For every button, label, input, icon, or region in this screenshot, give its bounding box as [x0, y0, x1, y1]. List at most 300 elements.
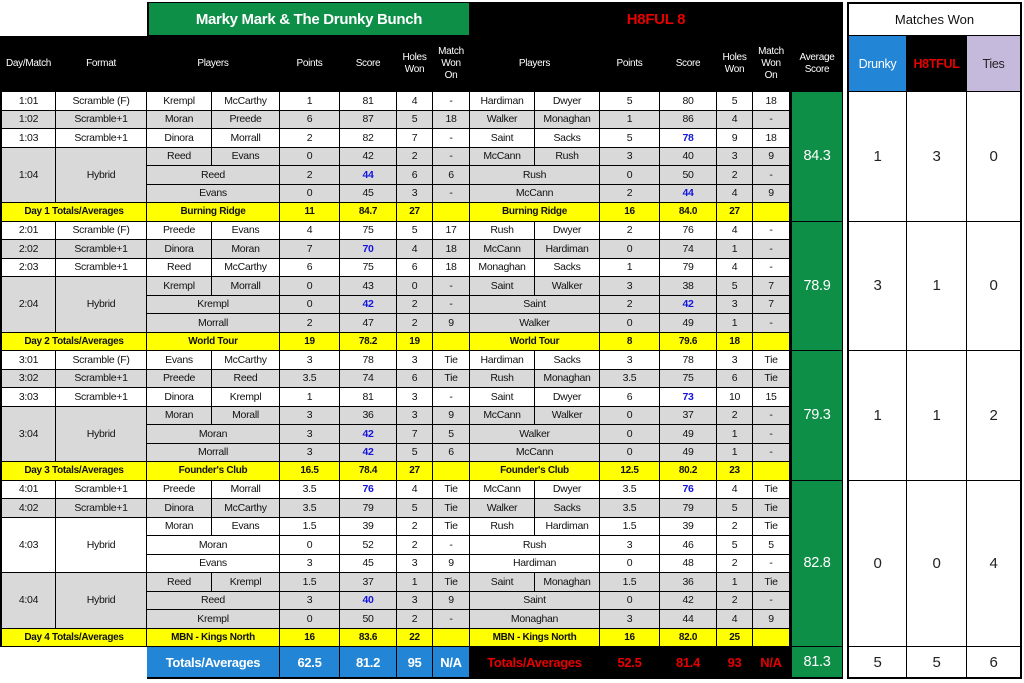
holes-won-cell: 1 [717, 573, 753, 592]
day-total-score-left: 83.6 [340, 629, 397, 648]
format-cell: Scramble+1 [56, 370, 147, 389]
score-cell: 81 [340, 388, 397, 407]
won-on-cell: - [753, 592, 790, 611]
grand-points-h8tful: 52.5 [600, 647, 660, 679]
day-total-score-right: 84.0 [660, 203, 717, 222]
won-on-cell: - [753, 111, 790, 130]
matches-won-h8tful-count: 3 [907, 92, 967, 222]
player-cell: Reed [147, 573, 212, 592]
match-id-cell: 3:01 [0, 351, 56, 370]
match-id-cell: 2:03 [0, 259, 56, 278]
day-total-points-left: 16 [280, 629, 340, 648]
score-cell: 39 [340, 518, 397, 537]
holes-won-cell: 5 [397, 499, 433, 518]
holes-won-cell: 2 [717, 166, 753, 185]
col-header-match-won-on-left: Match Won On [433, 36, 470, 92]
score-cell: 39 [660, 518, 717, 537]
holes-won-cell: 3 [397, 351, 433, 370]
points-cell: 3 [600, 277, 660, 296]
day-average-score: 84.3 [790, 92, 843, 222]
holes-won-cell: 6 [397, 166, 433, 185]
matches-won-h8tful-count: 1 [907, 351, 967, 481]
player-cell: McCann [470, 148, 535, 167]
player-cell: Saint [470, 277, 535, 296]
points-cell: 0 [280, 296, 340, 315]
won-on-cell: - [753, 444, 790, 463]
player-cell: McCarthy [212, 92, 280, 111]
points-cell: 2 [600, 185, 660, 204]
holes-won-cell: 0 [397, 277, 433, 296]
won-on-cell: - [433, 129, 470, 148]
player-cell: Saint [470, 388, 535, 407]
score-cell: 86 [660, 111, 717, 130]
col-header-score-left: Score [340, 36, 397, 92]
day-total-points-left: 19 [280, 333, 340, 352]
points-cell: 3 [280, 555, 340, 574]
match-id-cell: 4:03 [0, 518, 56, 574]
player-cell: McCann [470, 481, 535, 500]
player-pair-cell: Krempl [147, 610, 280, 629]
day-total-score-right: 79.6 [660, 333, 717, 352]
won-on-cell: 6 [433, 444, 470, 463]
player-cell: Evans [147, 351, 212, 370]
matches-won-h8tful-count: 1 [907, 222, 967, 352]
day-total-score-left: 84.7 [340, 203, 397, 222]
format-cell: Hybrid [56, 277, 147, 333]
score-cell: 40 [660, 148, 717, 167]
won-on-cell: 9 [433, 314, 470, 333]
player-pair-cell: Reed [147, 166, 280, 185]
points-cell: 0 [280, 277, 340, 296]
match-id-cell: 4:01 [0, 481, 56, 500]
player-cell: Rush [470, 370, 535, 389]
won-on-cell: Tie [753, 481, 790, 500]
won-on-cell: - [433, 148, 470, 167]
col-header-average-score: Average Score [790, 36, 843, 92]
score-cell: 74 [660, 240, 717, 259]
day-total-holes-left: 27 [397, 462, 433, 481]
format-cell: Scramble+1 [56, 481, 147, 500]
holes-won-cell: 2 [717, 592, 753, 611]
score-cell: 74 [340, 370, 397, 389]
points-cell: 0 [280, 536, 340, 555]
format-cell: Hybrid [56, 573, 147, 629]
day-total-score-left: 78.4 [340, 462, 397, 481]
player-cell: Evans [212, 222, 280, 241]
holes-won-cell: 1 [717, 314, 753, 333]
score-cell: 76 [660, 222, 717, 241]
holes-won-cell: 3 [397, 407, 433, 426]
won-on-cell: 5 [433, 425, 470, 444]
score-cell: 50 [660, 166, 717, 185]
day-average-score: 79.3 [790, 351, 843, 481]
day-totals-label: Day 2 Totals/Averages [0, 333, 147, 352]
holes-won-cell: 3 [397, 388, 433, 407]
player-cell: Moran [212, 240, 280, 259]
score-cell: 42 [340, 444, 397, 463]
points-cell: 3.5 [280, 370, 340, 389]
day-total-blank-right [753, 629, 790, 648]
grand-matches-won-ties: 6 [967, 647, 1022, 679]
won-on-cell: Tie [433, 370, 470, 389]
won-on-cell: - [433, 92, 470, 111]
won-on-cell: 9 [433, 592, 470, 611]
score-cell: 52 [340, 536, 397, 555]
points-cell: 6 [280, 111, 340, 130]
player-cell: Moran [147, 111, 212, 130]
matches-won-title: Matches Won [847, 2, 1022, 36]
player-cell: McCann [470, 407, 535, 426]
points-cell: 1 [280, 388, 340, 407]
player-cell: Walker [535, 407, 600, 426]
points-cell: 3 [600, 148, 660, 167]
match-id-cell: 1:04 [0, 148, 56, 204]
grand-won-on-h8tful: N/A [753, 647, 790, 679]
won-on-cell: - [433, 185, 470, 204]
matches-won-ties-count: 0 [967, 92, 1022, 222]
grand-points-drunky: 62.5 [280, 647, 340, 679]
won-on-cell: - [433, 610, 470, 629]
col-header-points-right: Points [600, 36, 660, 92]
col-header-score-right: Score [660, 36, 717, 92]
player-cell: Hardiman [470, 351, 535, 370]
format-cell: Scramble+1 [56, 111, 147, 130]
points-cell: 0 [600, 592, 660, 611]
course-name-cell: Founder's Club [147, 462, 280, 481]
holes-won-cell: 3 [397, 592, 433, 611]
holes-won-cell: 2 [397, 148, 433, 167]
course-name-cell: Burning Ridge [470, 203, 600, 222]
won-on-cell: Tie [753, 518, 790, 537]
col-header-players-right: Players [470, 36, 600, 92]
score-cell: 82 [340, 129, 397, 148]
course-name-cell: World Tour [470, 333, 600, 352]
grand-totals-label-h8tful: Totals/Averages [470, 647, 600, 679]
points-cell: 2 [600, 222, 660, 241]
player-cell: Sacks [535, 259, 600, 278]
points-cell: 3 [600, 610, 660, 629]
holes-won-cell: 5 [397, 222, 433, 241]
won-on-cell: 18 [433, 240, 470, 259]
golf-scorecard-grid [0, 2, 1022, 679]
col-header-points-left: Points [280, 36, 340, 92]
won-on-cell: 9 [753, 610, 790, 629]
day-total-holes-right: 23 [717, 462, 753, 481]
holes-won-cell: 5 [397, 444, 433, 463]
format-cell: Scramble+1 [56, 388, 147, 407]
day-total-points-left: 16.5 [280, 462, 340, 481]
player-cell: McCarthy [212, 351, 280, 370]
score-cell: 79 [660, 499, 717, 518]
course-name-cell: World Tour [147, 333, 280, 352]
col-header-drunky: Drunky [847, 36, 907, 92]
score-cell: 42 [660, 592, 717, 611]
holes-won-cell: 2 [397, 314, 433, 333]
holes-won-cell: 5 [717, 92, 753, 111]
holes-won-cell: 2 [397, 296, 433, 315]
won-on-cell: 6 [433, 166, 470, 185]
won-on-cell: 18 [753, 92, 790, 111]
score-cell: 50 [340, 610, 397, 629]
matches-won-drunky-count: 1 [847, 351, 907, 481]
won-on-cell: - [753, 314, 790, 333]
player-cell: Sacks [535, 499, 600, 518]
points-cell: 2 [280, 166, 340, 185]
player-cell: Morrall [212, 481, 280, 500]
won-on-cell: - [753, 555, 790, 574]
score-cell: 42 [340, 148, 397, 167]
won-on-cell: 9 [433, 555, 470, 574]
player-cell: Dwyer [535, 481, 600, 500]
points-cell: 3 [280, 407, 340, 426]
won-on-cell: Tie [753, 499, 790, 518]
format-cell: Scramble+1 [56, 129, 147, 148]
holes-won-cell: 3 [717, 148, 753, 167]
points-cell: 0 [600, 166, 660, 185]
player-cell: Krempl [147, 277, 212, 296]
player-pair-cell: Evans [147, 185, 280, 204]
player-pair-cell: Monaghan [470, 610, 600, 629]
score-cell: 87 [340, 111, 397, 130]
player-cell: Dwyer [535, 388, 600, 407]
score-cell: 44 [660, 610, 717, 629]
player-cell: Morrall [212, 277, 280, 296]
holes-won-cell: 2 [717, 555, 753, 574]
points-cell: 2 [600, 296, 660, 315]
points-cell: 1 [280, 92, 340, 111]
won-on-cell: 9 [753, 185, 790, 204]
points-cell: 3.5 [600, 370, 660, 389]
player-cell: Morall [212, 407, 280, 426]
points-cell: 1 [600, 111, 660, 130]
holes-won-cell: 3 [717, 351, 753, 370]
won-on-cell: - [433, 536, 470, 555]
won-on-cell: - [753, 166, 790, 185]
points-cell: 2 [280, 129, 340, 148]
day-totals-label: Day 3 Totals/Averages [0, 462, 147, 481]
matches-won-drunky-count: 0 [847, 481, 907, 648]
holes-won-cell: 4 [397, 481, 433, 500]
col-header-holes-won-right: Holes Won [717, 36, 753, 92]
score-cell: 36 [340, 407, 397, 426]
grand-totals-label-drunky: Totals/Averages [147, 647, 280, 679]
score-cell: 75 [340, 222, 397, 241]
day-total-holes-right: 18 [717, 333, 753, 352]
holes-won-cell: 1 [717, 240, 753, 259]
col-header-players-left: Players [147, 36, 280, 92]
points-cell: 6 [600, 388, 660, 407]
points-cell: 3 [280, 592, 340, 611]
holes-won-cell: 1 [397, 573, 433, 592]
player-cell: Sacks [535, 351, 600, 370]
format-cell: Hybrid [56, 518, 147, 574]
score-cell: 49 [660, 314, 717, 333]
player-cell: Dwyer [535, 92, 600, 111]
day-total-holes-right: 27 [717, 203, 753, 222]
holes-won-cell: 5 [717, 277, 753, 296]
won-on-cell: Tie [753, 573, 790, 592]
score-cell: 73 [660, 388, 717, 407]
holes-won-cell: 3 [397, 185, 433, 204]
score-cell: 78 [660, 129, 717, 148]
day-total-blank-left [433, 462, 470, 481]
won-on-cell: Tie [433, 499, 470, 518]
top-left-spacer [0, 2, 147, 36]
day-average-score: 82.8 [790, 481, 843, 648]
format-cell: Scramble (F) [56, 92, 147, 111]
won-on-cell: 9 [433, 407, 470, 426]
day-total-points-right: 8 [600, 333, 660, 352]
holes-won-cell: 5 [717, 499, 753, 518]
day-total-score-right: 82.0 [660, 629, 717, 648]
score-cell: 36 [660, 573, 717, 592]
match-id-cell: 2:01 [0, 222, 56, 241]
holes-won-cell: 4 [717, 185, 753, 204]
points-cell: 3.5 [600, 481, 660, 500]
day-total-blank-right [753, 333, 790, 352]
holes-won-cell: 4 [717, 610, 753, 629]
day-total-points-left: 11 [280, 203, 340, 222]
course-name-cell: MBN - Kings North [147, 629, 280, 648]
score-cell: 49 [660, 425, 717, 444]
points-cell: 3.5 [280, 499, 340, 518]
day-total-score-right: 80.2 [660, 462, 717, 481]
day-total-score-left: 78.2 [340, 333, 397, 352]
player-cell: Rush [470, 518, 535, 537]
player-cell: Monaghan [470, 259, 535, 278]
player-cell: Preede [147, 222, 212, 241]
points-cell: 1.5 [280, 518, 340, 537]
holes-won-cell: 4 [717, 222, 753, 241]
match-id-cell: 1:01 [0, 92, 56, 111]
grand-holes-h8tful: 93 [717, 647, 753, 679]
holes-won-cell: 4 [397, 240, 433, 259]
holes-won-cell: 9 [717, 129, 753, 148]
player-cell: Monaghan [535, 111, 600, 130]
day-average-score: 78.9 [790, 222, 843, 352]
player-cell: Reed [212, 370, 280, 389]
grand-matches-won-drunky: 5 [847, 647, 907, 679]
won-on-cell: Tie [433, 518, 470, 537]
score-cell: 46 [660, 536, 717, 555]
player-cell: Moran [147, 407, 212, 426]
won-on-cell: - [753, 425, 790, 444]
grand-holes-drunky: 95 [397, 647, 433, 679]
points-cell: 3 [280, 444, 340, 463]
format-cell: Scramble (F) [56, 351, 147, 370]
points-cell: 5 [600, 92, 660, 111]
player-pair-cell: Walker [470, 425, 600, 444]
points-cell: 0 [280, 148, 340, 167]
format-cell: Scramble+1 [56, 259, 147, 278]
matches-won-h8tful-count: 0 [907, 481, 967, 648]
player-cell: McCarthy [212, 499, 280, 518]
team-banner-h8ful-8: H8FUL 8 [470, 2, 843, 36]
points-cell: 3 [280, 351, 340, 370]
score-cell: 76 [660, 481, 717, 500]
score-cell: 80 [660, 92, 717, 111]
points-cell: 3 [600, 536, 660, 555]
player-pair-cell: Moran [147, 536, 280, 555]
holes-won-cell: 4 [397, 92, 433, 111]
format-cell: Scramble (F) [56, 222, 147, 241]
holes-won-cell: 4 [717, 259, 753, 278]
day-totals-label: Day 4 Totals/Averages [0, 629, 147, 648]
won-on-cell: 18 [433, 259, 470, 278]
points-cell: 3.5 [600, 499, 660, 518]
won-on-cell: Tie [433, 351, 470, 370]
holes-won-cell: 1 [717, 425, 753, 444]
player-cell: Evans [212, 148, 280, 167]
points-cell: 6 [280, 259, 340, 278]
points-cell: 1.5 [600, 518, 660, 537]
day-total-blank-left [433, 629, 470, 648]
matches-won-drunky-count: 3 [847, 222, 907, 352]
col-header-h8tful: H8TFUL [907, 36, 967, 92]
player-cell: Monaghan [535, 573, 600, 592]
day-total-points-right: 12.5 [600, 462, 660, 481]
points-cell: 0 [280, 185, 340, 204]
col-header-format: Format [56, 36, 147, 92]
score-cell: 37 [340, 573, 397, 592]
col-header-match-won-on-right: Match Won On [753, 36, 790, 92]
match-id-cell: 4:04 [0, 573, 56, 629]
format-cell: Scramble+1 [56, 240, 147, 259]
score-cell: 44 [660, 185, 717, 204]
day-total-blank-left [433, 333, 470, 352]
day-total-blank-right [753, 462, 790, 481]
match-id-cell: 1:03 [0, 129, 56, 148]
matches-won-ties-count: 4 [967, 481, 1022, 648]
player-cell: Dwyer [535, 222, 600, 241]
holes-won-cell: 2 [717, 407, 753, 426]
player-cell: Moran [147, 518, 212, 537]
score-cell: 75 [340, 259, 397, 278]
holes-won-cell: 5 [397, 111, 433, 130]
points-cell: 1.5 [280, 573, 340, 592]
format-cell: Scramble+1 [56, 499, 147, 518]
score-cell: 79 [660, 259, 717, 278]
day-total-holes-left: 19 [397, 333, 433, 352]
team-banner-drunky-bunch: Marky Mark & The Drunky Bunch [147, 2, 470, 36]
won-on-cell: 18 [433, 111, 470, 130]
score-cell: 44 [340, 166, 397, 185]
points-cell: 1.5 [600, 573, 660, 592]
won-on-cell: Tie [433, 573, 470, 592]
course-name-cell: MBN - Kings North [470, 629, 600, 648]
grand-score-drunky: 81.2 [340, 647, 397, 679]
player-cell: Dinora [147, 240, 212, 259]
day-totals-label: Day 1 Totals/Averages [0, 203, 147, 222]
holes-won-cell: 6 [397, 259, 433, 278]
player-pair-cell: Morrall [147, 444, 280, 463]
player-cell: Sacks [535, 129, 600, 148]
grand-average-score: 81.3 [790, 647, 843, 679]
points-cell: 0 [600, 240, 660, 259]
points-cell: 4 [280, 222, 340, 241]
player-cell: Hardiman [535, 240, 600, 259]
won-on-cell: - [753, 407, 790, 426]
col-header-ties: Ties [967, 36, 1022, 92]
score-cell: 43 [340, 277, 397, 296]
score-cell: 78 [340, 351, 397, 370]
player-pair-cell: Rush [470, 536, 600, 555]
holes-won-cell: 3 [717, 296, 753, 315]
matches-won-ties-count: 0 [967, 222, 1022, 352]
won-on-cell: Tie [433, 481, 470, 500]
points-cell: 0 [600, 555, 660, 574]
player-cell: Monaghan [535, 370, 600, 389]
